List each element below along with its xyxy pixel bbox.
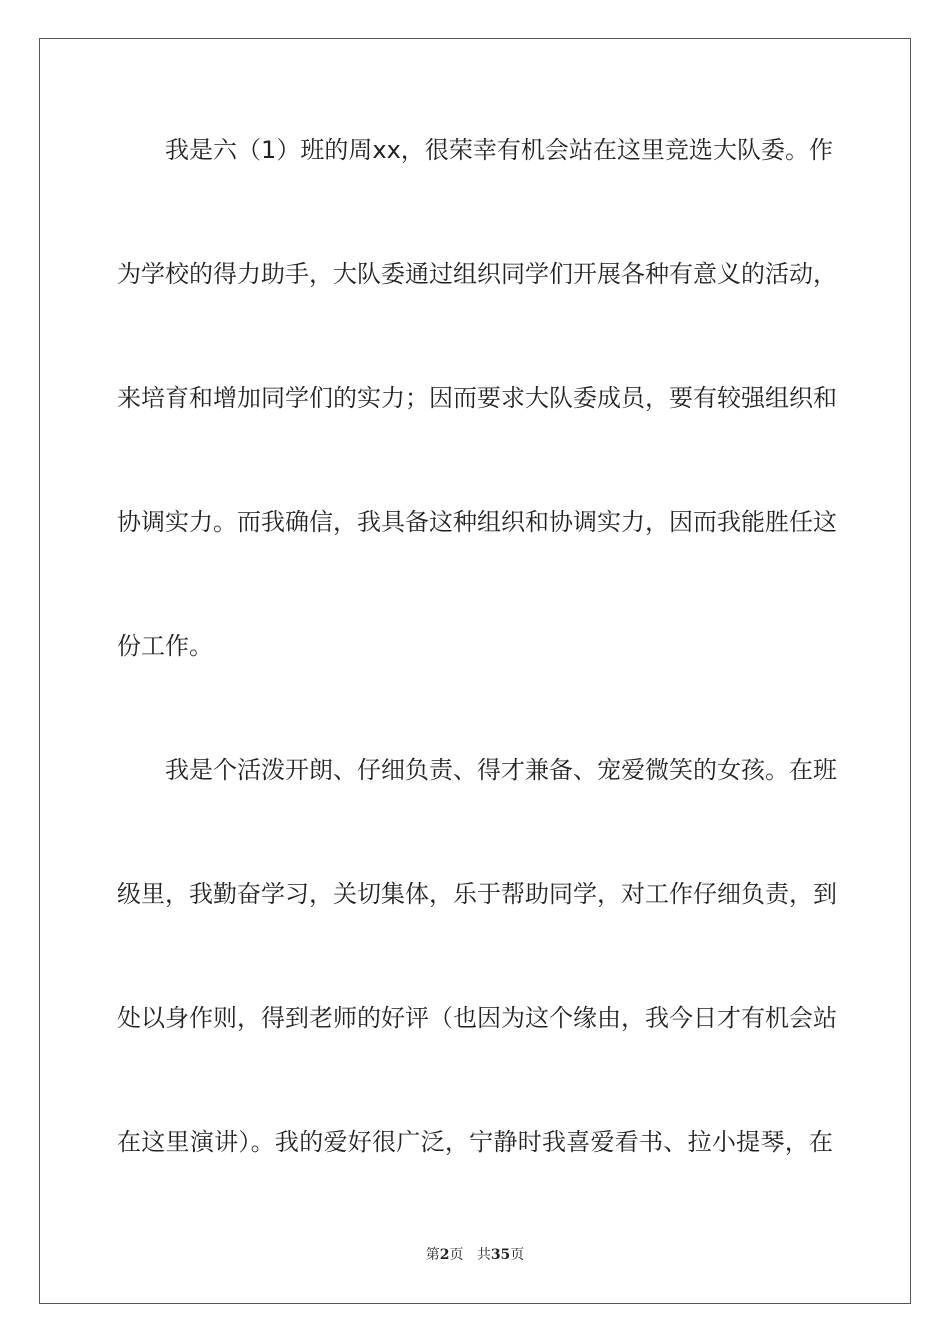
paragraph-2-line-1: 我是个活泼开朗、仔细负责、得才兼备、宠爱微笑的女孩。在班 [165, 756, 837, 784]
page-number: 2 [439, 1247, 450, 1263]
paragraph-1-line-1: 我是六（1）班的周xx，很荣幸有机会站在这里竞选大队委。作 [165, 136, 833, 164]
paragraph-1-line-3: 来培育和增加同学们的实力；因而要求大队委成员，要有较强组织和 [117, 384, 837, 412]
total-pages: 35 [490, 1247, 511, 1263]
paragraph-2-line-2: 级里，我勤奋学习，关切集体，乐于帮助同学，对工作仔细负责，到 [117, 880, 837, 908]
paragraph-2-line-4: 在这里演讲）。我的爱好很广泛，宁静时我喜爱看书、拉小提琴，在 [117, 1128, 833, 1156]
total-suffix: 页 [510, 1247, 525, 1263]
paragraph-2-line-3: 处以身作则，得到老师的好评（也因为这个缘由，我今日才有机会站 [117, 1004, 837, 1032]
page-suffix: 页 [449, 1247, 464, 1263]
page-footer [0, 1246, 950, 1264]
paragraph-1-line-4: 协调实力。而我确信，我具备这种组织和协调实力，因而我能胜任这 [117, 508, 837, 536]
page-border [39, 38, 911, 1304]
total-prefix: 共 [476, 1247, 491, 1263]
page-prefix: 第 [425, 1247, 440, 1263]
paragraph-1-line-5: 份工作。 [117, 632, 213, 660]
paragraph-1-line-2: 为学校的得力助手，大队委通过组织同学们开展各种有意义的活动， [117, 260, 837, 288]
